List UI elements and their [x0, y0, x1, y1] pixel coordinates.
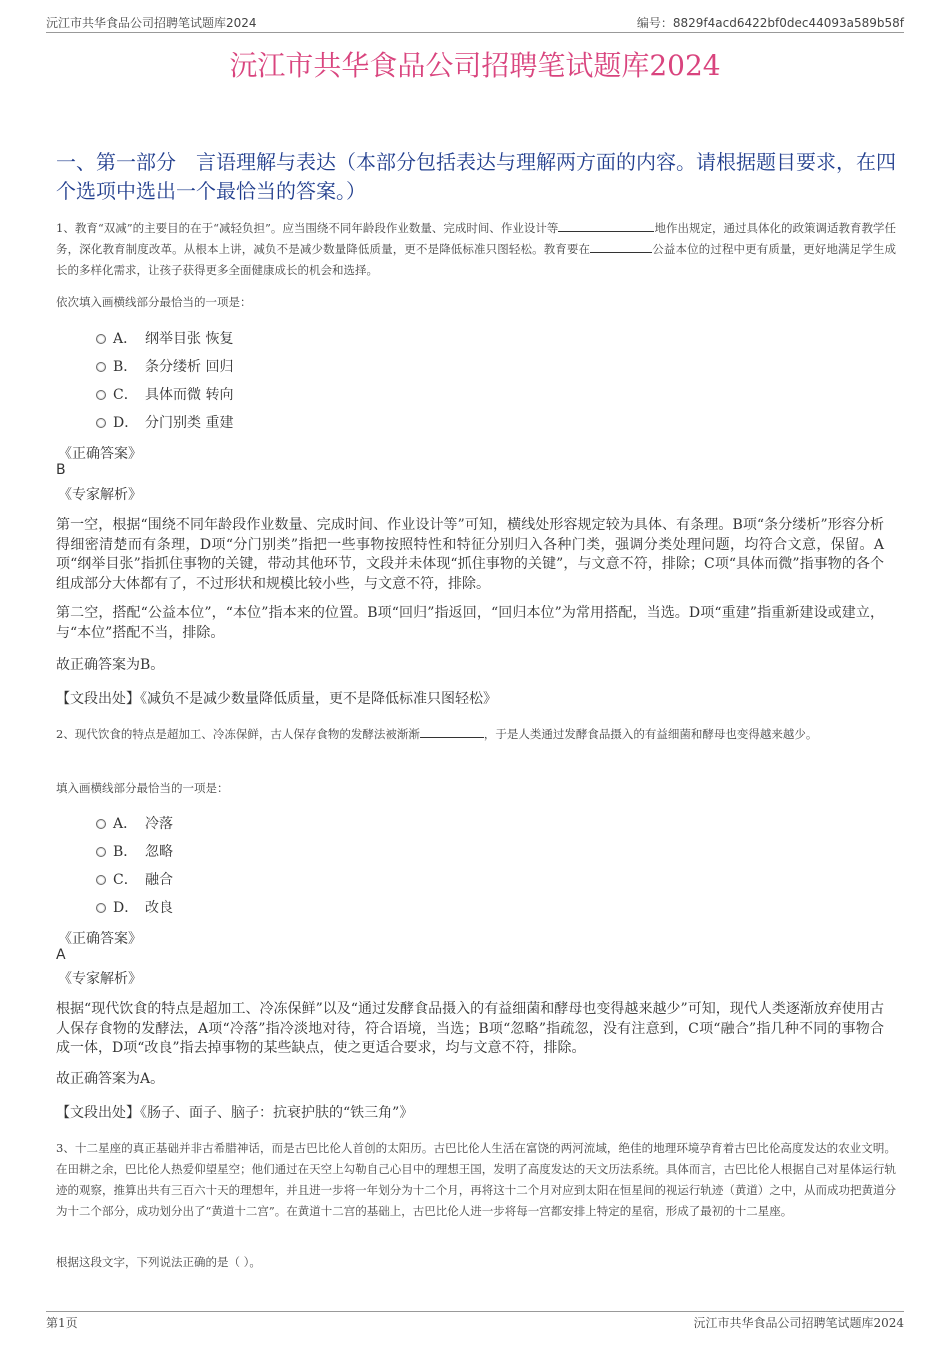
- q1-option-a[interactable]: [96, 329, 233, 349]
- q1-correct-answer-label: 《正确答案》: [58, 446, 142, 462]
- q1-stem-part-c: 公益本位的过程中更有质量，更好地满足学生成长的多样化需求，让孩子获得更多全面健康成长的机会和选择。: [56, 242, 897, 277]
- q1-option-c[interactable]: [96, 385, 233, 405]
- q2-answer: A: [56, 947, 66, 963]
- header-code-value: 8829f4acd6422bf0dec44093a589b58f: [672, 16, 904, 30]
- option-text: 融合: [145, 872, 173, 888]
- q1-stem-part-a: 1、教育“双减”的主要目的在于“减轻负担”。应当围绕不同年龄段作业数量、完成时间、作业设计等: [56, 221, 559, 235]
- q1-analysis-paragraph-1: 第一空，根据“围绕不同年龄段作业数量、完成时间、作业设计等”可知，横线处形容规定较为具体、有条理。B项“条分缕析”形容分析得细密清楚而有条理，D项“分门别类”指把一些事物按照特性和特征分别归入各种门类，强调分类处理问题，均符合文意，保留。A项“纲举目张”指抓住事物的关键，带动其他环节，文段并未体现“抓住事物的关键”，与文意不符，排除；C项“具体而微”指事物的各个组成部分大体都有了，不过形状和规模比较小些，与文意不符，排除。: [56, 517, 884, 592]
- page-title: 沅江市共华食品公司招聘笔试题库2024: [229, 49, 721, 82]
- radio-icon[interactable]: [96, 418, 106, 428]
- q1-blank-1: [558, 219, 654, 232]
- question-1-prompt: 依次填入画横线部分最恰当的一项是：: [56, 295, 252, 309]
- footer-page-number: [46, 1314, 78, 1331]
- radio-icon[interactable]: [96, 903, 106, 913]
- radio-icon[interactable]: [96, 819, 106, 829]
- footer-page-value: 1: [58, 1316, 66, 1330]
- q1-answer: B: [56, 462, 66, 478]
- question-1-stem: [56, 218, 896, 281]
- q1-option-b[interactable]: [96, 357, 233, 377]
- option-text: 冷落: [145, 816, 173, 832]
- q2-option-d[interactable]: [96, 898, 173, 918]
- header-doc-code: [637, 14, 904, 31]
- option-text: 纲举目张 恢复: [145, 331, 234, 347]
- q1-conclusion: 故正确答案为B。: [56, 657, 165, 673]
- option-letter: B．: [113, 844, 138, 860]
- q2-stem-part-a: 2、现代饮食的特点是超加工、冷冻保鲜，古人保存食物的发酵法被渐渐: [56, 727, 420, 741]
- q2-analysis-paragraph-1: 根据“现代饮食的特点是超加工、冷冻保鲜”以及“通过发酵食品摄入的有益细菌和酵母也变得越来越少”可知，现代人类逐渐放弃使用古人保存食物的发酵法，A项“冷落”指冷淡地对待，符合语境，当选；B项“忽略”指疏忽，没有注意到，C项“融合”指几种不同的事物合成一体，D项“改良”指去掉事物的某些缺点，使之更适合要求，均与文意不符，排除。: [56, 1001, 884, 1056]
- option-letter: D．: [113, 415, 139, 431]
- option-letter: B．: [113, 359, 138, 375]
- radio-icon[interactable]: [96, 362, 106, 372]
- q1-option-d[interactable]: [96, 413, 233, 433]
- option-text: 忽略: [145, 844, 173, 860]
- question-3-prompt: 根据这段文字，下列说法正确的是（ ）。: [56, 1255, 261, 1269]
- header-code-label: 编号：: [636, 16, 673, 30]
- footer-doc-title: 沅江市共华食品公司招聘笔试题库2024: [693, 1316, 904, 1330]
- footer-divider: [46, 1311, 904, 1312]
- radio-icon[interactable]: [96, 847, 106, 857]
- option-text: 改良: [145, 900, 173, 916]
- q1-source: 【文段出处】《减负不是减少数量降低质量，更不是降低标准只图轻松》: [56, 691, 497, 707]
- option-text: 具体而微 转向: [145, 387, 234, 403]
- option-text: 条分缕析 回归: [145, 359, 234, 375]
- footer-page-prefix: 第: [46, 1316, 59, 1330]
- q2-source: 【文段出处】《肠子、面子、脑子：抗衰护肤的“铁三角”》: [56, 1105, 414, 1121]
- question-2-prompt: 填入画横线部分最恰当的一项是：: [56, 781, 229, 795]
- option-letter: A．: [113, 331, 138, 347]
- q2-stem-part-b: ，于是人类通过发酵食品摄入的有益细菌和酵母也变得越来越少。: [483, 727, 818, 741]
- header-divider: [46, 32, 904, 33]
- q2-blank-1: [420, 725, 484, 738]
- question-2-stem: [56, 724, 896, 745]
- header-doc-title: 沅江市共华食品公司招聘笔试题库2024: [46, 16, 257, 30]
- q1-blank-2: [590, 240, 652, 253]
- radio-icon[interactable]: [96, 334, 106, 344]
- q2-option-b[interactable]: [96, 842, 173, 862]
- q2-option-c[interactable]: [96, 870, 173, 890]
- option-letter: A．: [113, 816, 138, 832]
- option-letter: D．: [113, 900, 139, 916]
- q2-option-a[interactable]: [96, 814, 173, 834]
- radio-icon[interactable]: [96, 875, 106, 885]
- footer-page-suffix: 页: [65, 1316, 78, 1330]
- option-text: 分门别类 重建: [145, 415, 234, 431]
- q2-analysis-label: 《专家解析》: [58, 971, 142, 987]
- q2-conclusion: 故正确答案为A。: [56, 1071, 165, 1087]
- q1-stem-part-b: 地作出规定，通过具体化的政策调适教育教学任务，深化教育制度改革。从根本上讲，减负不是减少数量降低质量，更不是降低标准只图轻松。教育要在: [56, 221, 896, 256]
- q1-analysis-paragraph-2: 第二空，搭配“公益本位”，“本位”指本来的位置。B项“回归”指返回，“回归本位”为常用搭配，当选。D项“重建”指重新建设或建立，与“本位”搭配不当，排除。: [56, 605, 884, 641]
- question-3-stem: 3、十二星座的真正基础并非古希腊神话，而是古巴比伦人首创的太阳历。古巴比伦人生活在富饶的两河流域，绝佳的地理环境孕育着古巴比伦高度发达的农业文明。在田耕之余，巴比伦人热爱仰望星空；他们通过在天空上勾勒自己心目中的理想王国，发明了高度发达的天文历法系统。具体而言，古巴比伦人根据自己对星体运行轨迹的观察，推算出共有三百六十天的理想年，并且进一步将一年划分为十二个月，再将这十二个月对应到太阳在恒星间的视运行轨迹（黄道）之中，从而成功把黄道分为十二个部分，成功划分出了“黄道十二宫”。在黄道十二宫的基础上，古巴比伦人进一步将每一宫都安排上特定的星宿，形成了最初的十二星座。: [56, 1141, 896, 1218]
- q1-analysis-label: 《专家解析》: [58, 487, 142, 503]
- option-letter: C．: [113, 872, 138, 888]
- radio-icon[interactable]: [96, 390, 106, 400]
- section-title: 一、第一部分 言语理解与表达（本部分包括表达与理解两方面的内容。请根据题目要求，在四个选项中选出一个最恰当的答案。）: [56, 150, 896, 203]
- q2-correct-answer-label: 《正确答案》: [58, 931, 142, 947]
- option-letter: C．: [113, 387, 138, 403]
